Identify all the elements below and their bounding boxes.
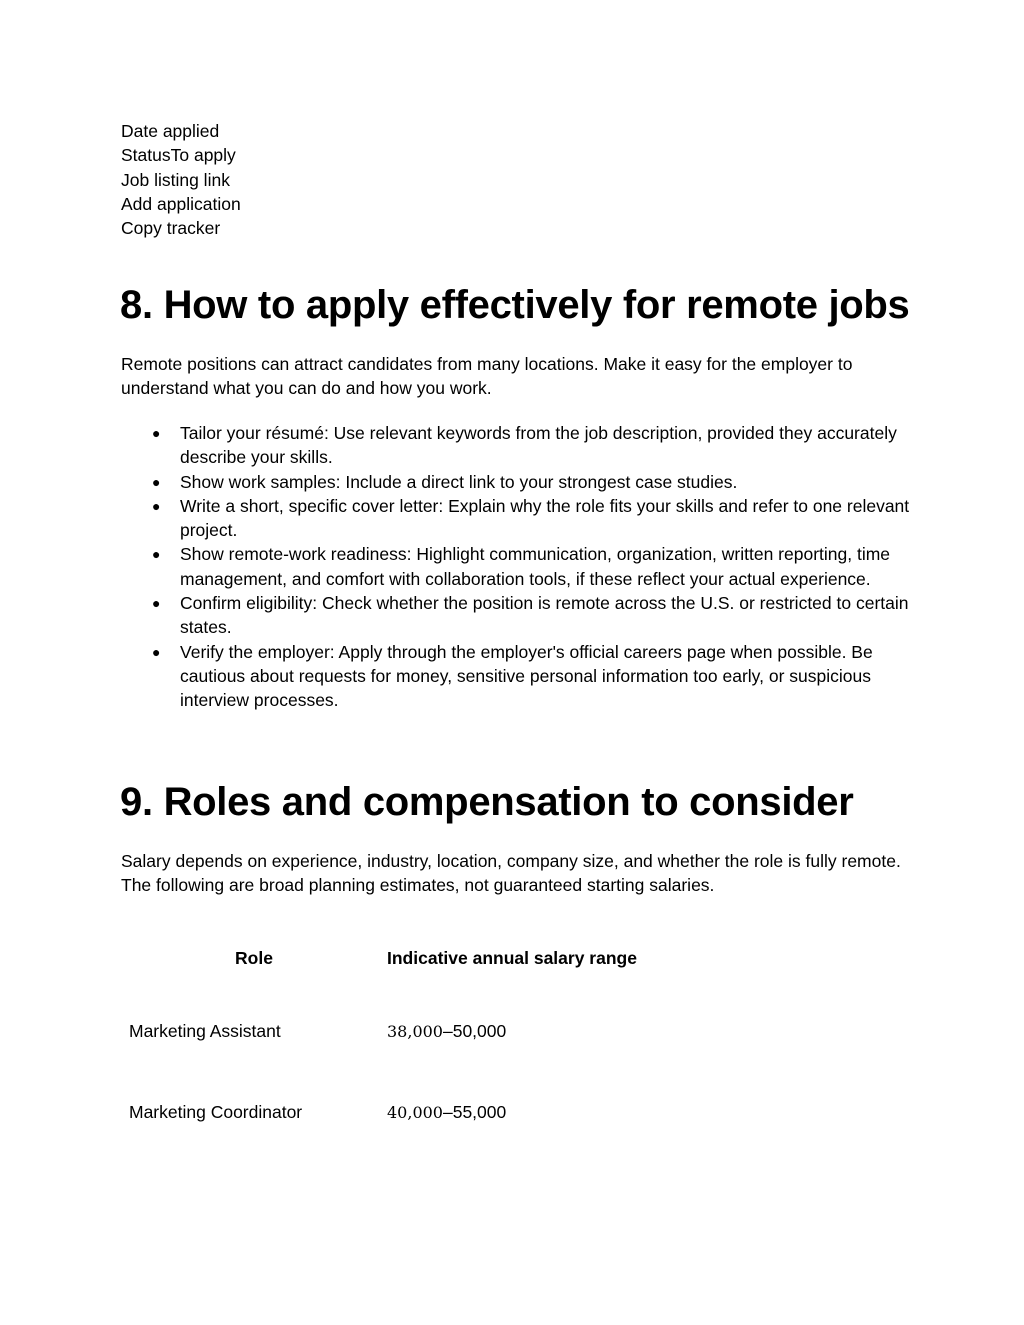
- bullet-icon: ●: [152, 425, 161, 441]
- list-item: [121, 421, 911, 470]
- section-8-heading: 8. How to apply effectively for remote jobs: [120, 283, 910, 327]
- bullet-icon: ●: [152, 595, 161, 612]
- salary-range-cell: [387, 1072, 787, 1153]
- list-item-text: Confirm eligibility: Check whether the position is remote across the U.S. or restricted to certain states.: [180, 593, 909, 638]
- list-item-text: Show work samples: Include a direct link to your strongest case studies.: [180, 471, 738, 492]
- salary-range-end: –55,000: [442, 1102, 507, 1122]
- list-item: [121, 470, 911, 494]
- tracker-field-list: [121, 119, 241, 240]
- salary-table: [121, 925, 787, 1153]
- column-header-role: Role: [235, 947, 273, 968]
- list-item: [121, 542, 911, 591]
- table-row: [121, 991, 787, 1072]
- list-item-text: Verify the employer: Apply through the employer's official careers page when possible. Be cautious about requests for money, sensitive personal information too early, or suspicious interview processes.: [180, 641, 873, 711]
- list-item: [121, 494, 911, 543]
- bullet-icon: ●: [152, 497, 161, 514]
- list-item: [121, 640, 911, 713]
- tracker-line: Job listing link: [121, 169, 230, 190]
- salary-range-cell: [387, 991, 787, 1072]
- section-8-intro: Remote positions can attract candidates from many locations. Make it easy for the employer to understand what you can do and how you work.: [121, 354, 853, 399]
- salary-range-start: 38,000: [387, 1022, 443, 1041]
- application-tips-list: [121, 421, 911, 713]
- table-header-row: [121, 925, 787, 991]
- tracker-line: Date applied: [121, 121, 220, 141]
- list-item: [121, 591, 911, 640]
- column-header-salary-range: Indicative annual salary range: [387, 947, 637, 968]
- list-item-text: Show remote-work readiness: Highlight communication, organization, written reporting, time management, and comfort with collaboration tools, if these reflect your actual experience.: [180, 544, 891, 589]
- table-row: [121, 1072, 787, 1153]
- section-9-heading: 9. Roles and compensation to consider: [120, 780, 854, 824]
- tracker-line: Copy tracker: [121, 218, 221, 239]
- list-item-text: Tailor your résumé: Use relevant keywords from the job description, provided they accurately describe your skills.: [180, 423, 897, 468]
- role-cell: Marketing Assistant: [129, 1021, 281, 1041]
- section-9-intro: Salary depends on experience, industry, location, company size, and whether the role is fully remote. The following are broad planning estimates, not guaranteed starting salaries.: [121, 851, 901, 896]
- bullet-icon: ●: [152, 643, 161, 660]
- salary-range-end: –50,000: [442, 1021, 507, 1041]
- list-item-text: Write a short, specific cover letter: Explain why the role fits your skills and refer to one relevant project.: [180, 495, 910, 541]
- role-cell: Marketing Coordinator: [129, 1102, 303, 1122]
- tracker-line: Add application: [121, 193, 241, 214]
- tracker-line: StatusTo apply: [121, 145, 236, 166]
- bullet-icon: ●: [152, 546, 161, 563]
- salary-range-start: 40,000: [387, 1103, 443, 1122]
- bullet-icon: ●: [152, 473, 161, 490]
